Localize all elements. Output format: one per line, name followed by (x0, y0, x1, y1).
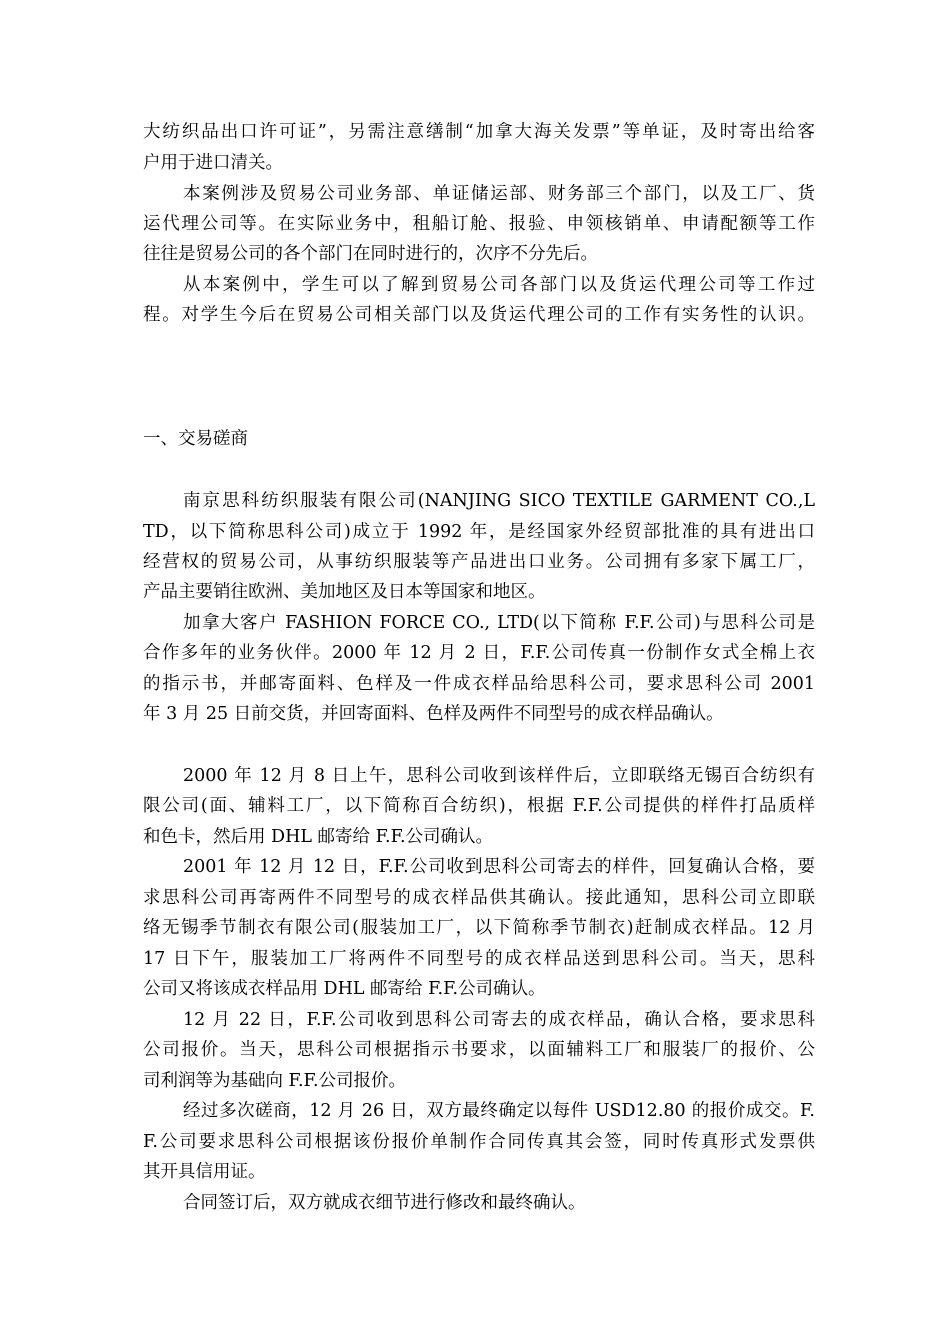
body-line: TD，以下简称思科公司)成立于 1992 年，是经国家外经贸部批准的具有进出口 (143, 522, 815, 542)
body-line: 经过多次磋商，12 月 26 日，双方最终确定以每件 USD12.80 的报价成交。F. (183, 1101, 815, 1121)
body-line: 加拿大客户 FASHION FORCE CO., LTD(以下简称 F.F.公司)与思科公司是 (183, 613, 815, 633)
body-line: 求思科公司再寄两件不同型号的成衣样品供其确认。接此通知，思科公司立即联 (143, 888, 815, 908)
body-line: 年 3 月 25 日前交货，并回寄面料、色样及两件不同型号的成衣样品确认。 (143, 704, 724, 724)
body-line: F.公司要求思科公司根据该份报价单制作合同传真其会签，同时传真形式发票供 (143, 1132, 815, 1152)
body-line: 司利润等为基础向 F.F.公司报价。 (143, 1071, 407, 1091)
intro-line: 程。对学生今后在贸易公司相关部门以及货运代理公司的工作有实务性的认识。 (143, 305, 815, 325)
intro-line: 从本案例中，学生可以了解到贸易公司各部门以及货运代理公司等工作过 (183, 275, 815, 295)
intro-line: 本案例涉及贸易公司业务部、单证储运部、财务部三个部门，以及工厂、货 (183, 184, 815, 204)
body-line: 和色卡，然后用 DHL 邮寄给 F.F.公司确认。 (143, 827, 494, 847)
body-line: 南京思科纺织服装有限公司(NANJING SICO TEXTILE GARMENT CO.,L (183, 491, 815, 511)
body-line: 17 日下午，服装加工厂将两件不同型号的成衣样品送到思科公司。当天，思科 (143, 949, 815, 969)
body-line: 的指示书，并邮寄面料、色样及一件成衣样品给思科公司，要求思科公司 2001 (143, 674, 815, 694)
body-line: 经营权的贸易公司，从事纺织服装等产品进出口业务。公司拥有多家下属工厂， (143, 552, 815, 572)
body-line: 其开具信用证。 (143, 1162, 266, 1182)
body-line: 合同签订后，双方就成衣细节进行修改和最终确认。 (183, 1193, 586, 1213)
body-line: 公司报价。当天，思科公司根据指示书要求，以面辅料工厂和服装厂的报价、公 (143, 1040, 815, 1060)
body-line: 合作多年的业务伙伴。2000 年 12 月 2 日，F.F.公司传真一份制作女式全棉上衣 (143, 643, 815, 663)
body-line: 2001 年 12 月 12 日，F.F.公司收到思科公司寄去的样件，回复确认合格，要 (183, 857, 815, 877)
intro-line: 往往是贸易公司的各个部门在同时进行的，次序不分先后。 (143, 244, 598, 264)
intro-line: 运代理公司等。在实际业务中，租船订舱、报验、申领核销单、申请配额等工作 (143, 214, 815, 234)
body-line: 限公司(面、辅料工厂，以下简称百合纺织)，根据 F.F.公司提供的样件打品质样 (143, 796, 815, 816)
section-heading: 一、交易磋商 (143, 429, 248, 449)
body-line: 络无锡季节制衣有限公司(服装加工厂，以下简称季节制衣)赶制成衣样品。12 月 (143, 918, 815, 938)
intro-line: 户用于进口清关。 (143, 153, 283, 173)
body-line: 产品主要销往欧洲、美加地区及日本等国家和地区。 (143, 582, 546, 602)
body-line: 12 月 22 日，F.F.公司收到思科公司寄去的成衣样品，确认合格，要求思科 (183, 1010, 815, 1030)
body-line: 公司又将该成衣样品用 DHL 邮寄给 F.F.公司确认。 (143, 979, 546, 999)
body-line: 2000 年 12 月 8 日上午，思科公司收到该样件后，立即联络无锡百合纺织有 (183, 766, 815, 786)
intro-line: 大纺织品出口许可证”，另需注意缮制“加拿大海关发票”等单证，及时寄出给客 (143, 122, 815, 142)
